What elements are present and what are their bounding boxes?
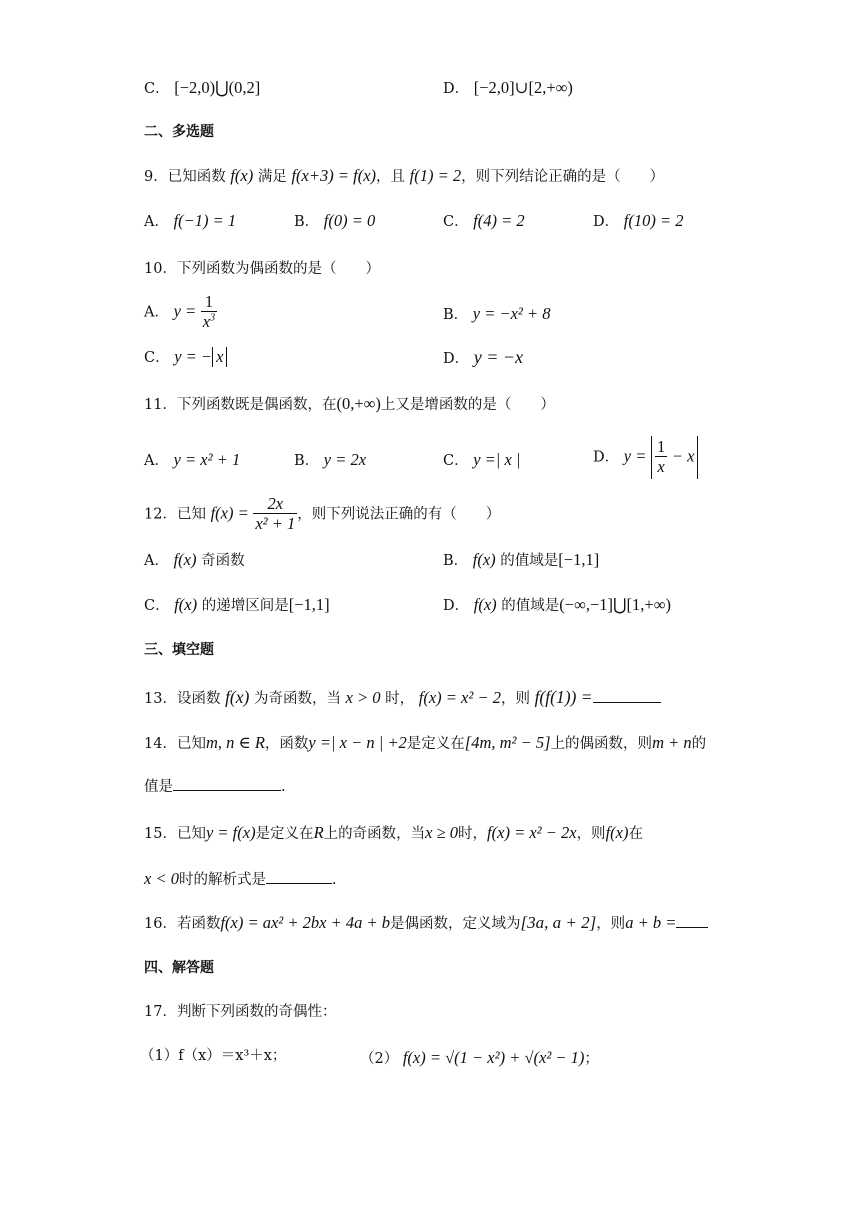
fraction xyxy=(253,495,297,534)
q9-option-c xyxy=(443,211,525,231)
stem-text: ，则下列结论正确的是（ ） xyxy=(461,169,665,185)
answer-blank xyxy=(173,789,281,791)
stem-text: 是偶函数，定义域为 xyxy=(389,916,521,932)
option-math: f(x) xyxy=(174,595,198,614)
option-text: 的值域是 xyxy=(501,598,560,614)
stem-math: f(x) = x² − 2x xyxy=(487,823,577,842)
option-label: A． xyxy=(144,553,169,569)
option-label: D． xyxy=(593,449,620,466)
option-label: D． xyxy=(443,598,470,614)
option-math: (−∞,−1]⋃[1,+∞) xyxy=(559,595,671,614)
stem-text: 是定义在 xyxy=(255,826,314,842)
stem-text: 上又是增函数的是（ ） xyxy=(380,397,555,413)
answer-blank xyxy=(266,882,332,884)
option-text: 奇函数 xyxy=(201,553,245,569)
answer-blank xyxy=(676,926,708,928)
option-math: y = −x xyxy=(473,347,524,367)
numerator: 2x xyxy=(253,495,297,514)
denominator: x xyxy=(657,457,665,477)
option-label: D． xyxy=(443,81,470,97)
option-math: y = xyxy=(173,301,197,321)
option-label: B． xyxy=(443,553,469,569)
question-15-stem xyxy=(144,823,643,843)
q12-option-a xyxy=(144,550,245,570)
stem-text: 的 xyxy=(691,736,707,752)
question-17-stem: 17．判断下列函数的奇偶性： xyxy=(144,1004,337,1020)
question-number: 9． xyxy=(144,169,168,185)
stem-math: x > 0 xyxy=(345,688,381,707)
stem-text: . xyxy=(331,872,337,888)
fraction xyxy=(201,293,217,332)
q9-option-a xyxy=(144,211,236,231)
option-label: C． xyxy=(144,350,170,366)
option-math: y = −x² + 8 xyxy=(472,304,551,323)
option-math: y = 2x xyxy=(323,450,367,469)
stem-text: 是定义在 xyxy=(406,736,465,752)
stem-text: 为奇函数，当 xyxy=(253,691,341,707)
q11-option-d xyxy=(593,436,698,479)
stem-math: f(x) xyxy=(225,687,250,707)
stem-text: 已知函数 xyxy=(167,169,226,185)
option-math: [−1,1] xyxy=(558,550,600,569)
fraction xyxy=(655,438,667,477)
q10-option-b xyxy=(443,304,551,324)
stem-text: 14．已知 xyxy=(144,736,206,752)
stem-text: 16．若函数 xyxy=(144,916,221,932)
stem-math: y =| x − n | +2 xyxy=(308,733,407,752)
option-math: [−2,0)⋃(0,2] xyxy=(174,78,261,97)
q12-option-c xyxy=(144,595,330,615)
stem-math: R xyxy=(313,823,324,842)
option-math: f(4) = 2 xyxy=(473,211,525,230)
option-label: A． xyxy=(144,214,169,230)
stem-math: f(x) = xyxy=(210,503,249,523)
q11-option-c xyxy=(443,450,520,470)
denominator-base: x xyxy=(202,312,211,332)
option-math: [−2,0]∪[2,+∞) xyxy=(473,78,573,97)
stem-math: f(x+3) = f(x) xyxy=(291,166,377,185)
stem-text: 12．已知 xyxy=(144,506,206,523)
stem-text: 13．设函数 xyxy=(144,691,221,707)
stem-text: ，则 xyxy=(500,691,530,707)
stem-text: . xyxy=(281,779,286,795)
stem-text: 15．已知 xyxy=(144,826,206,842)
option-label: A． xyxy=(144,304,169,321)
question-14-stem xyxy=(144,733,706,753)
option-math: f(0) = 0 xyxy=(323,211,376,230)
stem-math: [4m, m² − 5] xyxy=(464,733,551,752)
section-heading-multiple-choice: 二、多选题 xyxy=(144,124,214,140)
q17-part-1: （1）f（x）＝x³＋x； xyxy=(140,1048,287,1064)
part-math: f(x) = √(1 − x²) + √(x² − 1) xyxy=(402,1048,585,1067)
option-text: 的递增区间是 xyxy=(201,598,289,614)
option-math: [−1,1] xyxy=(288,595,330,614)
stem-text: ，函数 xyxy=(264,736,309,752)
q17-part-2 xyxy=(360,1048,599,1068)
option-math: y = − xyxy=(174,347,213,366)
question-11-stem xyxy=(144,394,555,414)
option-label: B． xyxy=(294,453,320,469)
absolute-value xyxy=(651,436,698,479)
section-heading-fill-in: 三、填空题 xyxy=(144,642,214,658)
option-label: C． xyxy=(443,214,469,230)
q9-option-b xyxy=(294,211,375,231)
part-text: ； xyxy=(584,1051,599,1067)
stem-text: 时， xyxy=(458,826,488,842)
stem-text: 满足 xyxy=(257,169,287,185)
stem-text: 上的偶函数，则 xyxy=(550,736,653,752)
option-label: B． xyxy=(443,307,469,323)
q11-option-a xyxy=(144,450,240,470)
denominator: x² + 1 xyxy=(255,514,296,534)
stem-math: (0,+∞) xyxy=(336,394,381,413)
stem-math: [3a, a + 2] xyxy=(520,913,597,932)
question-14-continued xyxy=(144,779,286,796)
stem-text: 11．下列函数既是偶函数，在 xyxy=(144,397,337,413)
stem-math: m, n ∈ R xyxy=(205,733,265,752)
option-label: D． xyxy=(593,214,620,230)
option-math: f(−1) = 1 xyxy=(173,211,237,230)
stem-text: ，则下列说法正确的有（ ） xyxy=(297,506,501,523)
question-16-stem xyxy=(144,913,708,933)
question-15-continued xyxy=(144,869,337,889)
q10-option-d xyxy=(443,347,523,369)
option-label: A． xyxy=(144,453,169,469)
q10-option-c xyxy=(144,347,227,367)
q8-option-c xyxy=(144,78,260,98)
exponent: 3 xyxy=(210,312,216,324)
stem-text: 时的解析式是 xyxy=(178,872,266,888)
stem-math: y = f(x) xyxy=(205,823,256,842)
option-math: f(x) xyxy=(472,550,496,569)
option-math: f(x) xyxy=(173,550,197,569)
stem-text: 时， xyxy=(385,691,415,707)
stem-math: f(f(1)) = xyxy=(534,687,593,707)
stem-math: m + n xyxy=(652,733,692,752)
stem-math: a + b = xyxy=(625,913,677,932)
question-9-stem xyxy=(144,166,664,186)
option-math: f(x) xyxy=(473,595,497,614)
stem-text: 值是 xyxy=(144,779,173,795)
stem-math: f(x) xyxy=(230,166,254,185)
stem-text: ，则 xyxy=(576,826,606,842)
option-label: C． xyxy=(144,81,170,97)
answer-blank xyxy=(593,701,661,703)
option-text: 的值域是 xyxy=(500,553,559,569)
option-math: y = xyxy=(623,446,647,466)
q10-option-a xyxy=(144,293,217,332)
stem-text: 在 xyxy=(628,826,643,842)
q11-option-b xyxy=(294,450,366,470)
stem-text: 上的奇函数，当 xyxy=(323,826,426,842)
option-label: C． xyxy=(144,598,170,614)
option-math: y = x² + 1 xyxy=(173,450,241,469)
question-13-stem xyxy=(144,687,661,708)
q8-option-d xyxy=(443,78,573,98)
denominator xyxy=(201,312,217,332)
q12-option-b xyxy=(443,550,599,570)
question-12-stem xyxy=(144,495,500,534)
stem-math: f(1) = 2 xyxy=(409,166,462,185)
option-math: − x xyxy=(671,446,695,466)
option-math: f(10) = 2 xyxy=(623,211,684,230)
option-label: B． xyxy=(294,214,320,230)
numerator: 1 xyxy=(656,437,666,456)
option-label: D． xyxy=(443,351,470,367)
stem-math: f(x) = ax² + 2bx + 4a + b xyxy=(220,913,390,932)
stem-math: f(x) xyxy=(605,823,629,842)
q12-option-d xyxy=(443,595,671,615)
part-label: （2） xyxy=(360,1051,399,1067)
stem-math: f(x) = x² − 2 xyxy=(418,688,501,707)
section-heading-solutions: 四、解答题 xyxy=(144,960,214,976)
absolute-value: x xyxy=(212,347,227,367)
stem-math: x < 0 xyxy=(144,869,179,888)
stem-text: ，则 xyxy=(596,916,626,932)
option-label: C． xyxy=(443,453,469,469)
stem-text: ，且 xyxy=(376,169,406,185)
option-math: y =| x | xyxy=(473,450,521,469)
stem-math: x ≥ 0 xyxy=(425,823,459,842)
numerator: 1 xyxy=(201,293,217,312)
question-10-stem: 10．下列函数为偶函数的是（ ） xyxy=(144,261,380,277)
q9-option-d xyxy=(593,211,683,231)
